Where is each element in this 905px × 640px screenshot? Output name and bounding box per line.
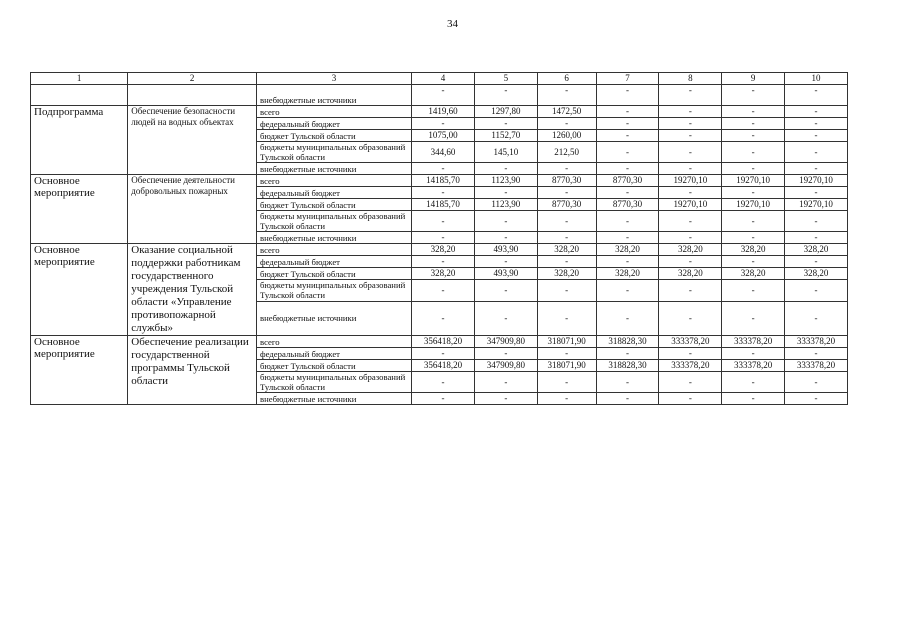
value-cell: - [412,372,475,393]
value-cell: 333378,20 [785,360,848,372]
value-cell: - [412,85,475,106]
value-cell: 1297,80 [474,106,537,118]
value-cell: - [596,142,659,163]
value-cell: - [596,106,659,118]
value-cell: - [785,301,848,335]
value-cell: - [722,232,785,244]
source-cell: бюджеты муниципальных образований Тульской области [257,280,412,301]
value-cell: 333378,20 [722,360,785,372]
value-cell: - [537,393,596,405]
value-cell: - [412,301,475,335]
value-cell: - [659,118,722,130]
value-cell: 19270,10 [785,199,848,211]
value-cell: 328,20 [537,268,596,280]
column-header: 6 [537,73,596,85]
value-cell: - [785,187,848,199]
value-cell: - [722,372,785,393]
source-cell: бюджеты муниципальных образований Тульской области [257,372,412,393]
value-cell: - [722,187,785,199]
value-cell: - [659,163,722,175]
value-cell: - [537,163,596,175]
source-cell: бюджеты муниципальных образований Тульской области [257,211,412,232]
value-cell: - [722,348,785,360]
value-cell: - [474,85,537,106]
value-cell: - [412,393,475,405]
value-cell: - [596,187,659,199]
value-cell: - [722,301,785,335]
value-cell: 145,10 [474,142,537,163]
source-cell: бюджет Тульской области [257,199,412,211]
value-cell: 328,20 [722,244,785,256]
source-cell: внебюджетные источники [257,163,412,175]
value-cell: - [722,280,785,301]
value-cell: 8770,30 [537,175,596,187]
source-cell: федеральный бюджет [257,118,412,130]
value-cell: - [474,211,537,232]
value-cell: - [659,187,722,199]
value-cell: - [596,372,659,393]
source-cell: бюджеты муниципальных образований Тульской области [257,142,412,163]
value-cell: - [659,393,722,405]
column-header: 4 [412,73,475,85]
value-cell: - [722,211,785,232]
value-cell: 318071,90 [537,360,596,372]
value-cell: - [596,280,659,301]
source-cell: федеральный бюджет [257,187,412,199]
value-cell: - [659,301,722,335]
value-cell: 8770,30 [537,199,596,211]
value-cell: - [722,393,785,405]
value-cell: - [474,118,537,130]
funding-table [30,72,848,405]
column-header: 5 [474,73,537,85]
column-header: 1 [31,73,128,85]
value-cell: - [474,187,537,199]
source-cell: бюджет Тульской области [257,360,412,372]
value-cell: 8770,30 [596,199,659,211]
value-cell: - [474,372,537,393]
value-cell: - [596,393,659,405]
value-cell: - [537,348,596,360]
value-cell: 333378,20 [785,336,848,348]
group-name-cell: Оказание социальной поддержки работникам государственного учреждения Тульской области «Управление противопожарной службы» [128,244,257,336]
value-cell: 493,90 [474,244,537,256]
value-cell: - [537,301,596,335]
source-cell: федеральный бюджет [257,256,412,268]
table-row [31,336,848,348]
value-cell: 19270,10 [785,175,848,187]
value-cell: - [474,280,537,301]
value-cell: - [785,106,848,118]
value-cell: 347909,80 [474,360,537,372]
group-name-cell: Обеспечение безопасности людей на водных объектах [128,106,257,175]
value-cell: - [412,211,475,232]
value-cell: - [537,232,596,244]
value-cell: 19270,10 [722,199,785,211]
value-cell: - [659,130,722,142]
value-cell: - [537,118,596,130]
source-cell: внебюджетные источники [257,301,412,335]
value-cell: 14185,70 [412,175,475,187]
value-cell: 19270,10 [722,175,785,187]
value-cell: 14185,70 [412,199,475,211]
value-cell: 356418,20 [412,336,475,348]
value-cell: - [537,280,596,301]
value-cell: - [412,280,475,301]
value-cell: 1260,00 [537,130,596,142]
value-cell: - [474,256,537,268]
value-cell: - [596,232,659,244]
value-cell: 328,20 [596,244,659,256]
source-cell: внебюджетные источники [257,393,412,405]
group-type-cell [31,85,128,106]
value-cell: 19270,10 [659,199,722,211]
value-cell: - [659,211,722,232]
column-header: 8 [659,73,722,85]
value-cell: - [537,256,596,268]
value-cell: 318071,90 [537,336,596,348]
value-cell: - [474,301,537,335]
value-cell: - [785,118,848,130]
value-cell: 328,20 [412,268,475,280]
value-cell: 212,50 [537,142,596,163]
value-cell: 493,90 [474,268,537,280]
value-cell: - [722,142,785,163]
value-cell: - [474,393,537,405]
group-type-cell: Основное мероприятие [31,175,128,244]
value-cell: - [722,163,785,175]
value-cell: 318828,30 [596,336,659,348]
value-cell: - [596,163,659,175]
value-cell: - [659,106,722,118]
value-cell: - [785,85,848,106]
value-cell: - [659,280,722,301]
value-cell: - [596,256,659,268]
value-cell: 344,60 [412,142,475,163]
table-row [31,106,848,118]
page-number: 34 [447,18,458,30]
value-cell: 328,20 [659,268,722,280]
column-header: 3 [257,73,412,85]
value-cell: - [474,232,537,244]
value-cell: - [785,142,848,163]
value-cell: 333378,20 [659,336,722,348]
table-row [31,85,848,106]
value-cell: - [785,163,848,175]
column-header: 10 [785,73,848,85]
value-cell: 1123,90 [474,199,537,211]
value-cell: - [412,163,475,175]
source-cell: бюджет Тульской области [257,268,412,280]
value-cell: - [785,256,848,268]
value-cell: - [412,256,475,268]
value-cell: - [537,187,596,199]
value-cell: - [785,130,848,142]
value-cell: 8770,30 [596,175,659,187]
value-cell: - [474,163,537,175]
value-cell: - [596,118,659,130]
value-cell: - [659,372,722,393]
column-header: 7 [596,73,659,85]
group-name-cell: Обеспечение реализации государственной программы Тульской области [128,336,257,405]
value-cell: 328,20 [722,268,785,280]
value-cell: 328,20 [785,268,848,280]
value-cell: - [474,348,537,360]
source-cell: внебюджетные источники [257,232,412,244]
value-cell: 347909,80 [474,336,537,348]
value-cell: - [596,85,659,106]
value-cell: - [537,372,596,393]
value-cell: - [596,301,659,335]
column-header: 2 [128,73,257,85]
value-cell: - [785,372,848,393]
value-cell: - [722,106,785,118]
value-cell: - [785,280,848,301]
value-cell: - [412,232,475,244]
value-cell: 1152,70 [474,130,537,142]
value-cell: - [537,211,596,232]
value-cell: - [659,348,722,360]
value-cell: - [659,232,722,244]
value-cell: 1123,90 [474,175,537,187]
value-cell: 328,20 [412,244,475,256]
source-cell: всего [257,244,412,256]
value-cell: 356418,20 [412,360,475,372]
value-cell: 333378,20 [659,360,722,372]
value-cell: 1419,60 [412,106,475,118]
column-header: 9 [722,73,785,85]
group-name-cell: Обеспечение деятельности добровольных пожарных [128,175,257,244]
value-cell: - [412,348,475,360]
source-cell: бюджет Тульской области [257,130,412,142]
value-cell: 328,20 [596,268,659,280]
value-cell: - [412,187,475,199]
value-cell: 318828,30 [596,360,659,372]
source-cell: всего [257,106,412,118]
value-cell: 333378,20 [722,336,785,348]
group-type-cell: Основное мероприятие [31,336,128,405]
value-cell: - [722,85,785,106]
value-cell: - [722,130,785,142]
value-cell: 328,20 [785,244,848,256]
value-cell: - [785,232,848,244]
value-cell: 1075,00 [412,130,475,142]
value-cell: - [722,256,785,268]
source-cell: внебюджетные источники [257,85,412,106]
value-cell: - [659,142,722,163]
group-type-cell: Подпрограмма [31,106,128,175]
group-type-cell: Основное мероприятие [31,244,128,336]
value-cell: - [722,118,785,130]
value-cell: 1472,50 [537,106,596,118]
source-cell: всего [257,336,412,348]
value-cell: - [537,85,596,106]
value-cell: - [596,211,659,232]
value-cell: 328,20 [537,244,596,256]
source-cell: всего [257,175,412,187]
table-row [31,244,848,256]
value-cell: - [596,130,659,142]
value-cell: - [659,85,722,106]
column-number-row [31,73,848,85]
value-cell: - [785,348,848,360]
value-cell: - [412,118,475,130]
value-cell: - [659,256,722,268]
table-row [31,175,848,187]
value-cell: - [785,393,848,405]
value-cell: 328,20 [659,244,722,256]
group-name-cell [128,85,257,106]
value-cell: - [785,211,848,232]
value-cell: - [596,348,659,360]
source-cell: федеральный бюджет [257,348,412,360]
value-cell: 19270,10 [659,175,722,187]
